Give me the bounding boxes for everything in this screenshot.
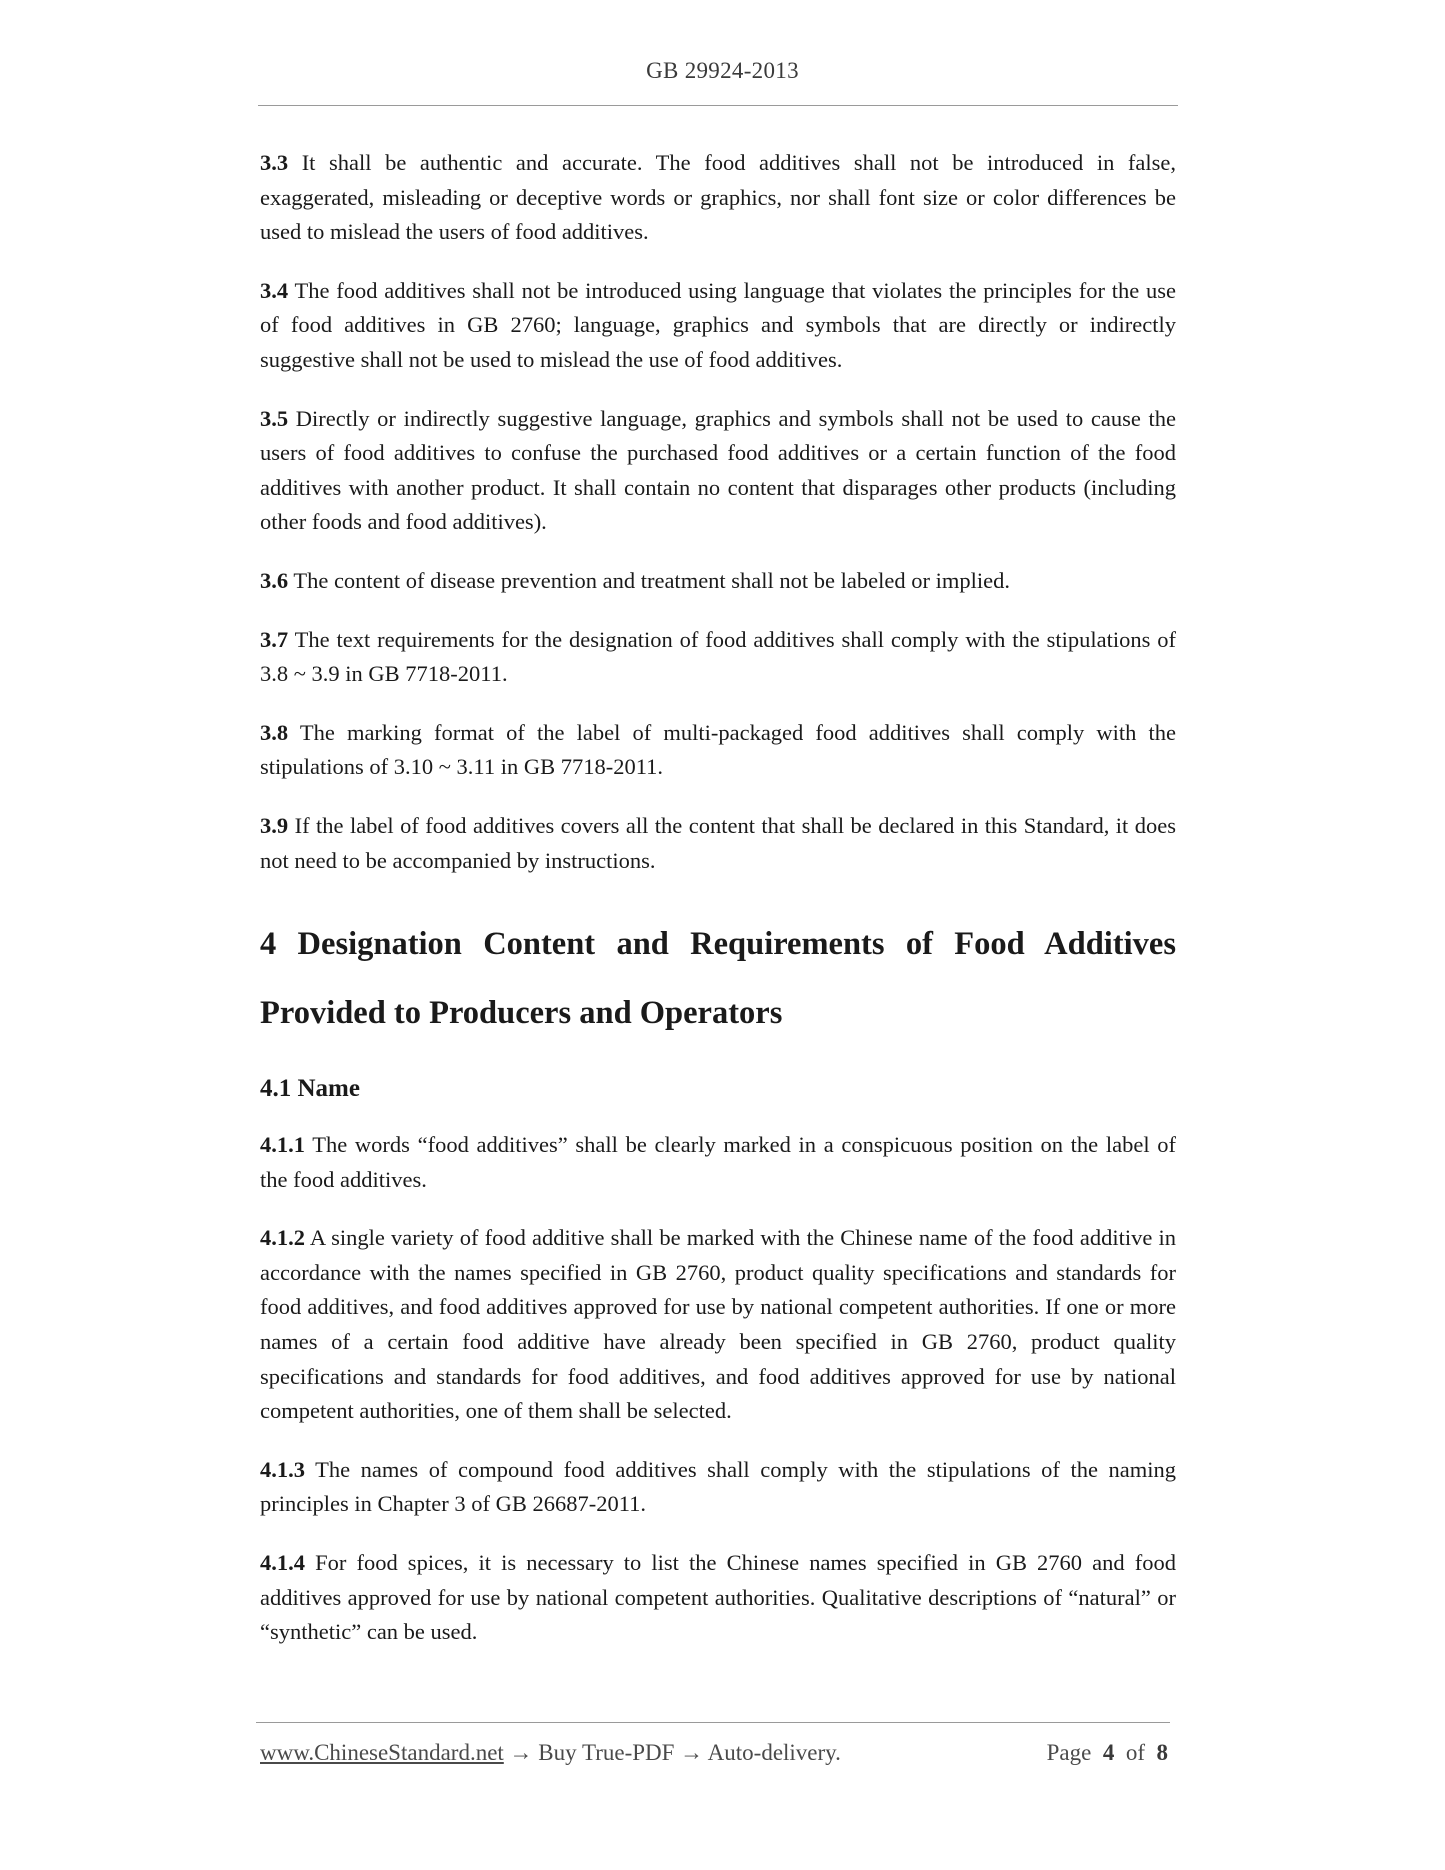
clause-3-7 — [260, 623, 1176, 692]
clause-number: 3.3 — [260, 150, 289, 175]
header-divider — [258, 105, 1178, 106]
clause-4-1-2 — [260, 1221, 1176, 1429]
page-number — [1047, 1740, 1168, 1766]
clause-3-3 — [260, 146, 1176, 250]
clause-3-4 — [260, 274, 1176, 378]
clause-number: 4.1.4 — [260, 1550, 305, 1576]
of-label: of — [1125, 1740, 1145, 1765]
clause-4-1-4 — [260, 1546, 1176, 1650]
clause-number: 3.5 — [260, 405, 289, 431]
clause-3-5 — [260, 402, 1176, 540]
section-4-heading: 4 Designation Content and Requirements of Food Additives Provided to Producers and Operators — [260, 926, 1176, 1032]
clause-number: 4.1.2 — [260, 1225, 305, 1251]
clause-text: For food spices, it is necessary to list the Chinese names specified in GB 2760 and food additives approved for use by national competent authorities. Qualitative descriptions of “natural” or “synthetic” can be used. — [260, 1550, 1176, 1645]
clause-number: 3.9 — [260, 812, 289, 838]
clause-text: The marking format of the label of multi-packaged food additives shall comply with the stipulations of 3.10 ~ 3.11 in GB 7718-2011. — [260, 719, 1176, 780]
clause-number: 4.1.3 — [260, 1456, 305, 1482]
clause-3-6 — [260, 564, 1176, 599]
clause-number: 4.1.1 — [260, 1132, 305, 1158]
current-page: 4 — [1102, 1740, 1115, 1765]
clause-text: The text requirements for the designation of food additives shall comply with the stipulations of 3.8 ~ 3.9 in GB 7718-2011. — [260, 626, 1176, 687]
clause-3-8 — [260, 716, 1176, 785]
total-pages: 8 — [1156, 1740, 1168, 1765]
clause-text: The names of compound food additives shall comply with the stipulations of the naming principles in Chapter 3 of GB 26687-2011. — [260, 1456, 1176, 1517]
page-label: Page — [1046, 1740, 1092, 1765]
document-body — [260, 146, 1176, 1674]
clause-text: It shall be authentic and accurate. The food additives shall not be introduced in false, exaggerated, misleading or deceptive words or graphics, nor shall font size or color differences be used to mislead the users of food additives. — [260, 150, 1176, 245]
clause-text: The food additives shall not be introduced using language that violates the principles for the use of food additives in GB 2760; language, graphics and symbols that are directly or indirectly suggestive shall not be used to mislead the use of food additives. — [260, 277, 1176, 372]
clause-text: If the label of food additives covers all the content that shall be declared in this Standard, it does not need to be accompanied by instructions. — [260, 812, 1176, 873]
clause-number: 3.4 — [260, 277, 289, 303]
clause-number: 3.6 — [260, 567, 289, 593]
clause-text: A single variety of food additive shall be marked with the Chinese name of the food additive in accordance with the names specified in GB 2760, product quality specifications and standards for food additives, and food additives approved for use by national competent authorities. If one or more names of a certain food additive have already been specified in GB 2760, product quality specifications and standards for food additives, and food additives approved for use by national competent authorities, one of them shall be selected. — [260, 1225, 1176, 1424]
clause-text: The words “food additives” shall be clearly marked in a conspicuous position on the label of the food additives. — [260, 1132, 1176, 1192]
clause-4-1-3 — [260, 1453, 1176, 1522]
footer-divider — [256, 1722, 1170, 1723]
clause-3-9 — [260, 809, 1176, 878]
clause-4-1-1 — [260, 1128, 1176, 1197]
footer-promo — [260, 1740, 841, 1766]
footer-promo-text: → Buy True-PDF → Auto-delivery. — [503, 1740, 841, 1765]
clause-number: 3.8 — [260, 719, 289, 745]
clause-text: Directly or indirectly suggestive language, graphics and symbols shall not be used to cause the users of food additives to confuse the purchased food additives or a certain function of the food additives with another product. It shall contain no content that disparages other products (including other foods and food additives). — [260, 405, 1176, 535]
website-link[interactable]: www.ChineseStandard.net — [260, 1740, 504, 1765]
clause-text: The content of disease prevention and treatment shall not be labeled or implied. — [288, 567, 1010, 593]
section-4-1-heading: 4.1 Name — [260, 1075, 360, 1103]
clause-number: 3.7 — [260, 626, 289, 652]
page-header-doc-id: GB 29924-2013 — [646, 58, 799, 83]
